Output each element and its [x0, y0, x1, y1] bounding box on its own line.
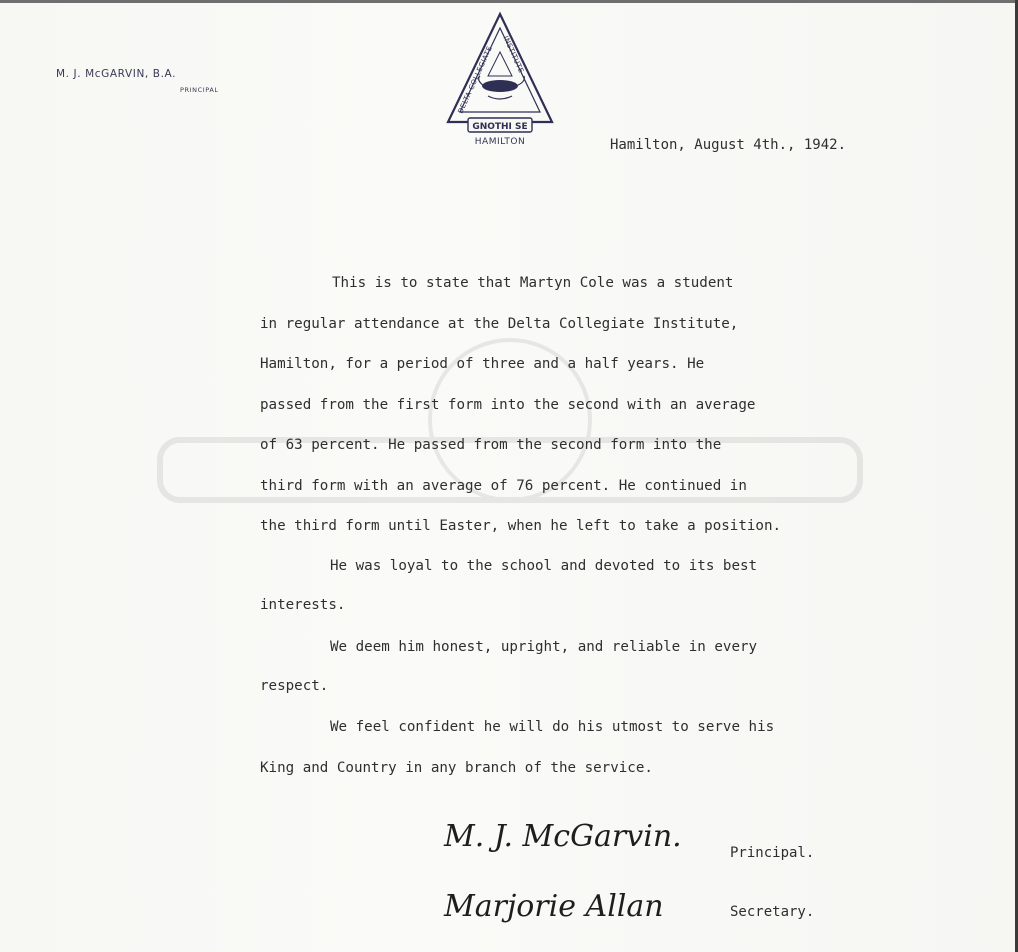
- principal-signature: [440, 806, 720, 866]
- body-line: Hamilton, for a period of three and a half years. He: [260, 356, 705, 372]
- body-line: King and Country in any branch of the service.: [260, 760, 653, 776]
- secretary-role: Secretary.: [730, 904, 815, 920]
- principal-name: M. J. McGARVIN, B.A.: [56, 68, 177, 80]
- body-line: in regular attendance at the Delta Collegiate Institute,: [260, 316, 739, 332]
- svg-text:DELTA COLLEGIATE: [457, 45, 494, 115]
- body-line: interests.: [260, 597, 346, 613]
- crest-text-right: INSTITUTE: [501, 34, 526, 75]
- dateline: Hamilton, August 4th., 1942.: [610, 137, 847, 153]
- crest-city: HAMILTON: [474, 137, 526, 147]
- crest-motto: GNOTHI SE: [472, 122, 528, 132]
- school-crest-logo: [440, 6, 560, 142]
- scan-top-edge: [0, 0, 1018, 3]
- secretary-signature: [440, 872, 730, 942]
- crest-text-left: DELTA COLLEGIATE: [456, 44, 494, 115]
- principal-title: PRINCIPAL: [180, 86, 219, 94]
- body-line: respect.: [260, 678, 329, 694]
- body-line: of 63 percent. He passed from the second form into the: [260, 437, 722, 453]
- body-line: passed from the first form into the second with an average: [260, 397, 756, 413]
- principal-role: Principal.: [730, 845, 815, 861]
- body-line: the third form until Easter, when he left to take a position.: [260, 518, 782, 534]
- body-line: This is to state that Martyn Cole was a student: [332, 275, 734, 291]
- svg-text:Marjorie Allan: Marjorie Allan: [444, 889, 664, 924]
- body-line: He was loyal to the school and devoted to its best: [330, 558, 758, 574]
- body-line: third form with an average of 76 percent. He continued in: [260, 478, 747, 494]
- svg-text:M. J. McGarvin.: M. J. McGarvin.: [444, 819, 682, 854]
- body-line: We feel confident he will do his utmost to serve his: [330, 719, 775, 735]
- body-line: We deem him honest, upright, and reliable in every: [330, 639, 758, 655]
